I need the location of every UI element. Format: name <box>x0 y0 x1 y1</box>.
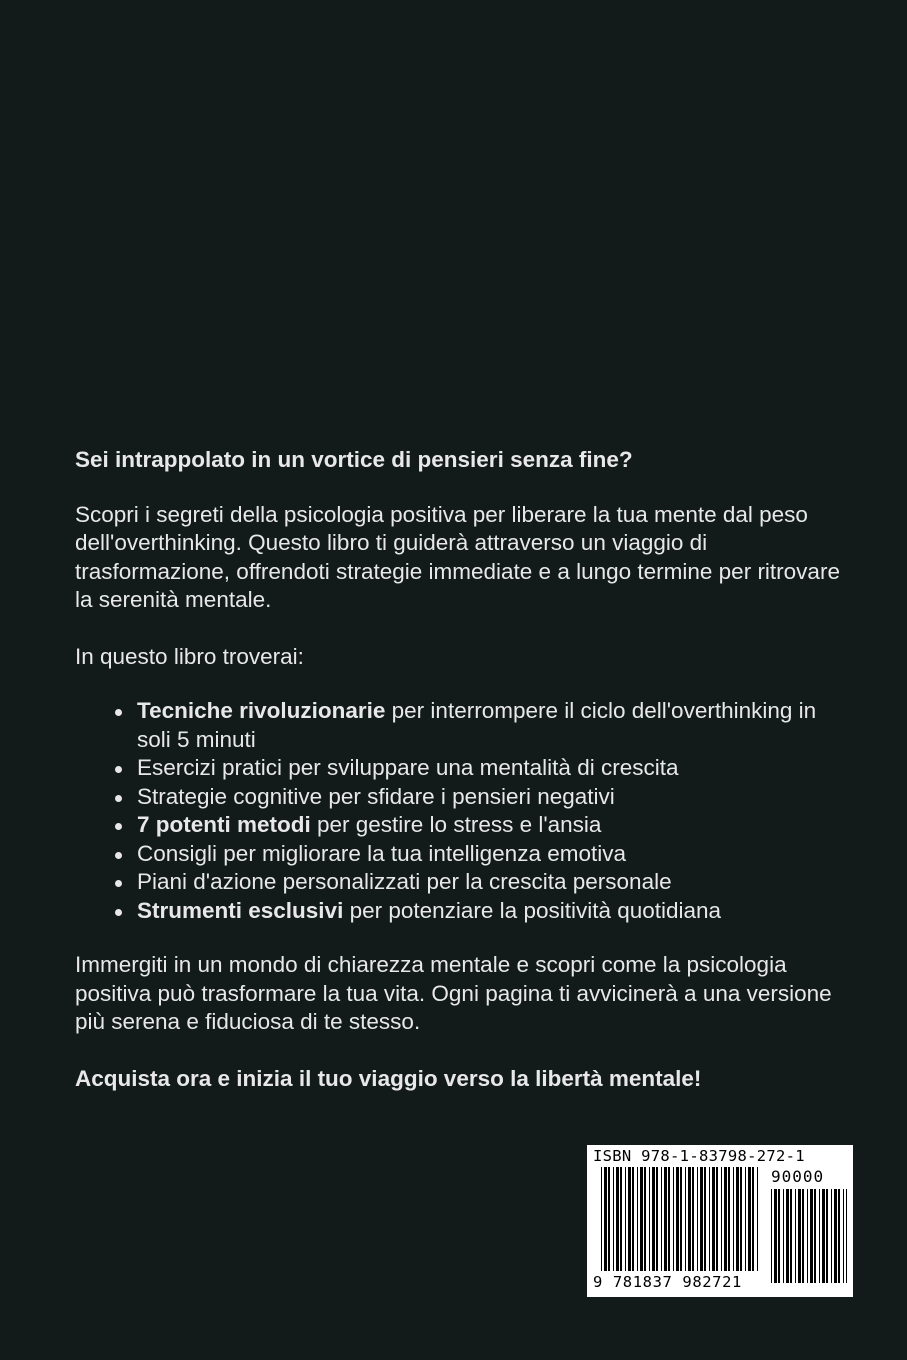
call-to-action: Acquista ora e inizia il tuo viaggio verso la libertà mentale! <box>75 1065 702 1091</box>
addon-bars-icon <box>771 1189 847 1283</box>
feature-item: Consigli per migliorare la tua intelligenza emotiva <box>137 840 845 869</box>
feature-item: Esercizi pratici per sviluppare una mentalità di crescita <box>137 754 845 783</box>
feature-item: 7 potenti metodi per gestire lo stress e l'ansia <box>137 811 845 840</box>
description-paragraph: Scopri i segreti della psicologia positiva per liberare la tua mente dal peso dell'overthinking. Questo libro ti guiderà attraverso un viaggio di trasformazione, offrendoti strategie immediate e a lungo termine per ritrovare la serenità mentale. <box>75 501 840 612</box>
barcode-digits: 9 781837 982721 <box>593 1273 742 1291</box>
closing-paragraph: Immergiti in un mondo di chiarezza mentale e scopri come la psicologia positiva può trasformare la tua vita. Ogni pagina ti avvicinerà a una versione più serena e fiduciosa di te stesso. <box>75 952 832 1034</box>
isbn-barcode <box>587 1145 853 1297</box>
feature-item: Piani d'azione personalizzati per la crescita personale <box>137 868 845 897</box>
isbn-label: ISBN 978-1-83798-272-1 <box>593 1147 805 1165</box>
headline: Sei intrappolato in un vortice di pensieri senza fine? <box>75 447 633 472</box>
price-addon-label: 90000 <box>771 1167 825 1186</box>
features-intro: In questo libro troverai: <box>75 643 304 669</box>
feature-item: Strumenti esclusivi per potenziare la positività quotidiana <box>137 897 845 926</box>
feature-item: Strategie cognitive per sfidare i pensieri negativi <box>137 783 845 812</box>
feature-item: Tecniche rivoluzionarie per interrompere il ciclo dell'overthinking in soli 5 minuti <box>137 697 845 754</box>
barcode-bars-icon <box>601 1167 758 1271</box>
back-cover-text <box>75 446 845 1093</box>
features-list <box>75 697 845 925</box>
